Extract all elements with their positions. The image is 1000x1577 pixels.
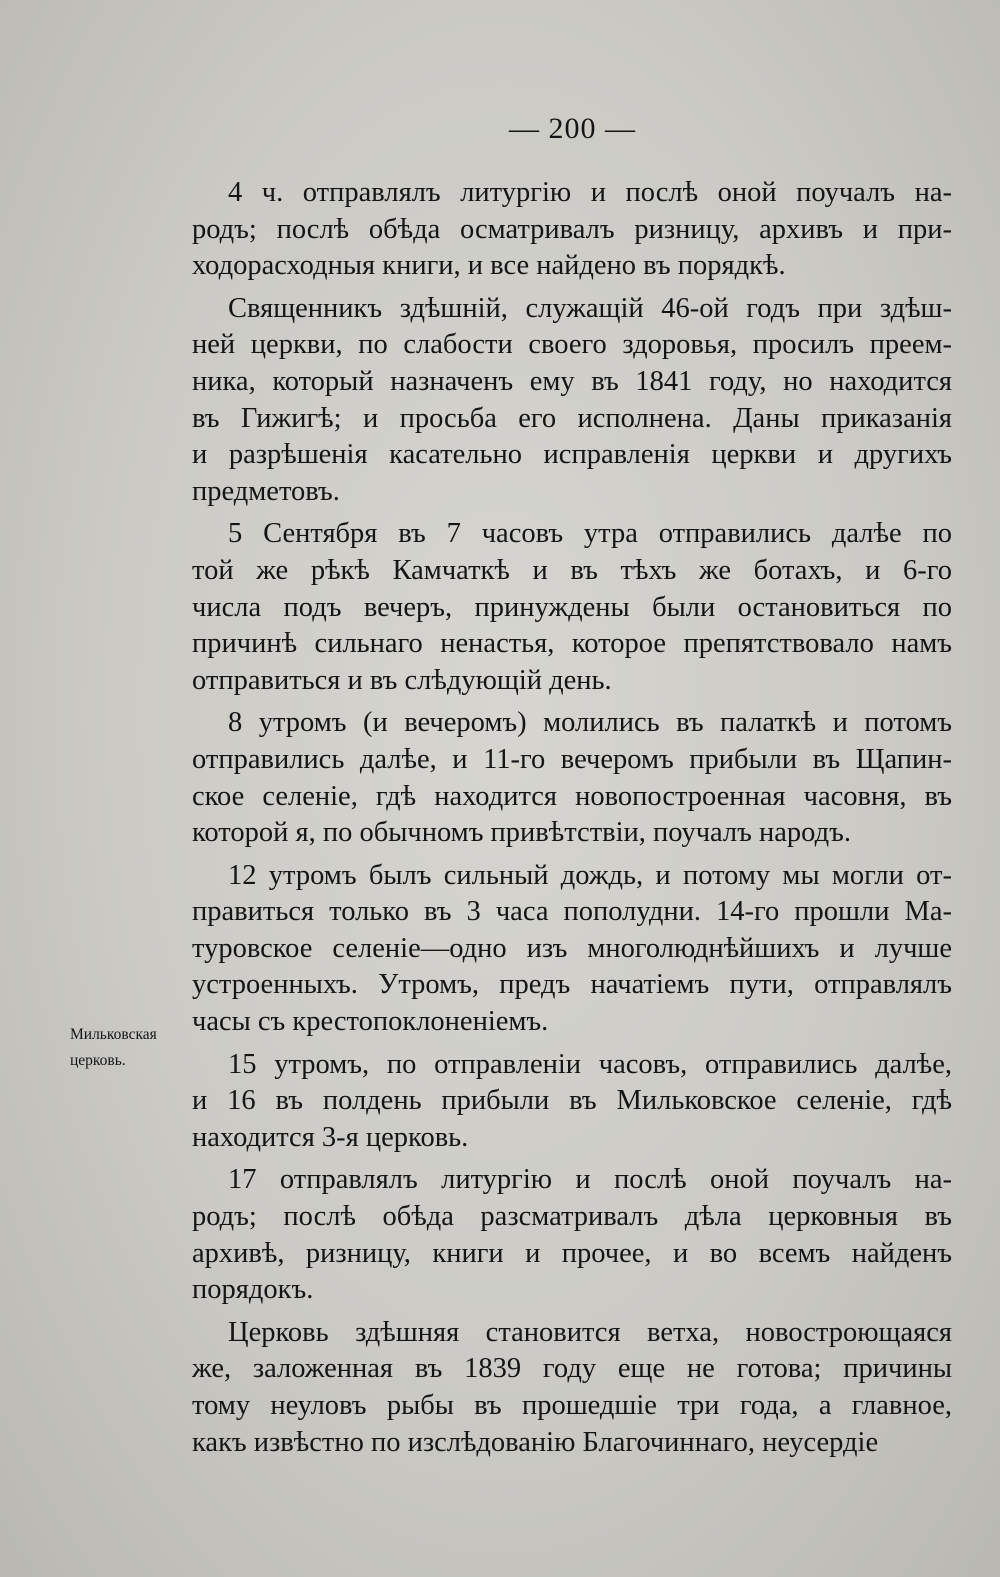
paragraph xyxy=(192,1315,952,1461)
text-line: ника, который назначенъ ему въ 1841 году, но находится xyxy=(192,365,952,397)
text-line: тому неуловъ рыбы въ прошедшіе три года, а главное, xyxy=(192,1390,952,1421)
margin-note-line-1: Мильковская xyxy=(70,1026,157,1043)
text-line: 5 Сентября въ 7 часовъ утра отправились далѣе по xyxy=(228,518,952,550)
text-line: туровское селеніе—одно изъ многолюднѣйшихъ и лучше xyxy=(192,932,952,964)
text-line: устроенныхъ. Утромъ, предъ начатіемъ пути, отправлялъ xyxy=(192,969,952,1001)
text-line: 8 утромъ (и вечеромъ) молились въ палаткѣ и потомъ xyxy=(228,707,952,739)
paragraph xyxy=(192,858,952,1041)
text-line: Священникъ здѣшній, служащій 46-ой годъ при здѣш- xyxy=(228,292,952,324)
paragraph xyxy=(192,1162,952,1308)
text-line: и 16 въ полдень прибыли въ Мильковское селеніе, гдѣ xyxy=(192,1085,952,1117)
text-line: же, заложенная въ 1839 году еще не готова; причины xyxy=(192,1353,952,1385)
text-line: той же рѣкѣ Камчаткѣ и въ тѣхъ же ботахъ, и 6-го xyxy=(192,554,952,586)
text-line: какъ извѣстно по изслѣдованію Благочиннаго, неусердіе xyxy=(192,1426,879,1458)
page-number: — 200 — xyxy=(509,112,636,145)
text-line: предметовъ. xyxy=(192,475,340,507)
text-line: находится 3-я церковь. xyxy=(192,1121,469,1153)
text-line: архивѣ, ризницу, книги и прочее, и во всемъ найденъ xyxy=(192,1237,952,1269)
text-line: отправиться и въ слѣдующій день. xyxy=(192,664,612,696)
paragraph xyxy=(192,705,952,851)
text-line: правиться только въ 3 часа пополудни. 14-го прошли Ма- xyxy=(192,896,952,928)
text-line: 17 отправлялъ литургію и послѣ оной поучалъ на- xyxy=(228,1164,952,1196)
text-line: 4 ч. отправлялъ литургію и послѣ оной поучалъ на- xyxy=(228,177,952,208)
text-line: часы съ крестопоклоненіемъ. xyxy=(192,1006,549,1038)
text-line: порядокъ. xyxy=(192,1274,314,1306)
margin-note-line-2: церковь. xyxy=(70,1052,126,1069)
text-line: отправились далѣе, и 11-го вечеромъ прибыли въ Щапин- xyxy=(192,743,952,775)
paragraph xyxy=(192,291,952,511)
text-line: родъ; послѣ обѣда осматривалъ ризницу, архивъ и при- xyxy=(192,213,952,245)
text-line: ское селеніе, гдѣ находится новопостроенная часовня, въ xyxy=(192,780,952,812)
text-line: которой я, по обычномъ привѣтствіи, поучалъ народъ. xyxy=(192,817,851,849)
text-line: числа подъ вечеръ, принуждены были остановиться по xyxy=(192,591,952,623)
text-line: Церковь здѣшняя становится ветха, новостроющаяся xyxy=(228,1316,952,1348)
text-line: ней церкви, по слабости своего здоровья, просилъ преем- xyxy=(192,329,952,361)
text-line: 15 утромъ, по отправленіи часовъ, отправились далѣе, xyxy=(228,1048,952,1080)
margin-note xyxy=(70,1022,190,1074)
text-line: 12 утромъ былъ сильный дождь, и потому мы могли от- xyxy=(228,859,952,891)
text-line: и разрѣшенія касательно исправленія церкви и другихъ xyxy=(192,439,952,471)
body-text xyxy=(192,175,952,1467)
text-line: въ Гижигѣ; и просьба его исполнена. Даны приказанія xyxy=(192,402,952,434)
paragraph xyxy=(192,516,952,699)
text-line: родъ; послѣ обѣда разсматривалъ дѣла церковныя въ xyxy=(192,1201,952,1233)
paragraph xyxy=(192,1047,952,1157)
text-line: причинѣ сильнаго ненастья, которое препятствовало намъ xyxy=(192,628,952,660)
paragraph xyxy=(192,175,952,285)
text-line: ходорасходныя книги, и все найдено въ порядкѣ. xyxy=(192,250,786,282)
